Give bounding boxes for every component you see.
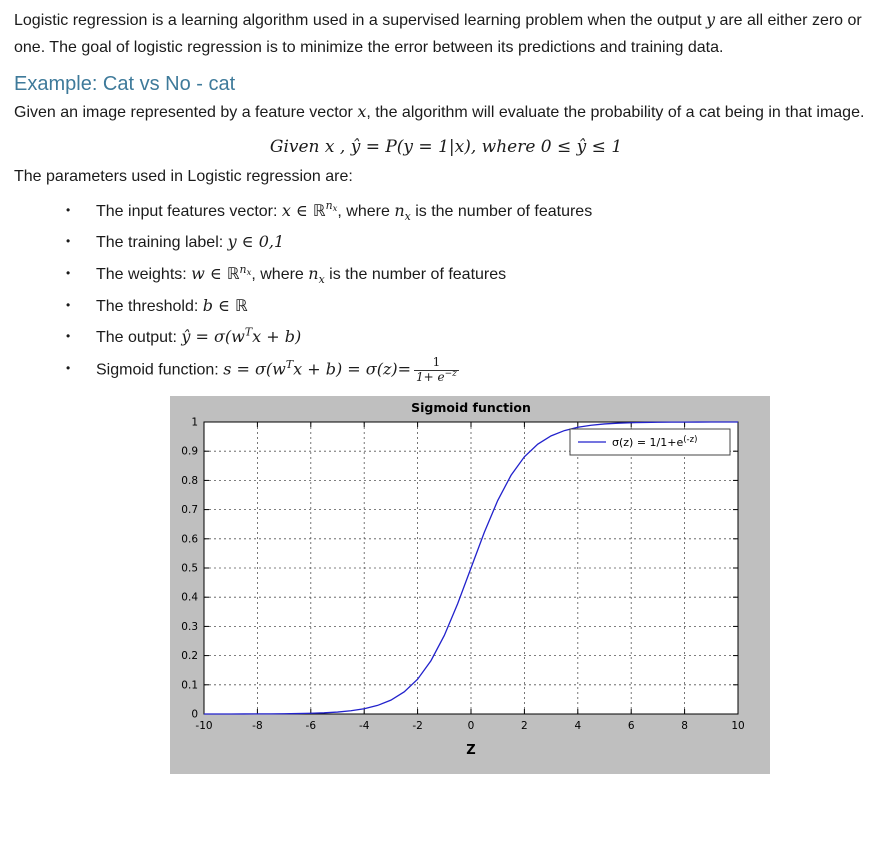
math-run: ŷ = σ(w	[181, 327, 245, 347]
superscript-nx	[240, 263, 252, 276]
section-heading: Example: Cat vs No - cat	[14, 73, 236, 96]
given-paragraph	[14, 98, 878, 126]
den-exponent: −z	[444, 368, 457, 379]
fraction-numerator: 1	[414, 356, 459, 371]
given-text-post: , the algorithm will evaluate the probability of a cat being in that image.	[366, 104, 865, 122]
svg-text:2: 2	[521, 720, 528, 733]
svg-text:0.6: 0.6	[181, 533, 198, 546]
math-run: y ∈ 0,1	[227, 232, 285, 252]
math-run: n	[308, 263, 319, 283]
svg-text:-6: -6	[305, 720, 317, 733]
bullet-label: The output:	[96, 329, 182, 347]
bullet-post-text: is the number of features	[410, 202, 593, 220]
legend-label: $\sigma(z) = 1/1+e^{(-z)}$	[612, 435, 698, 450]
svg-text:0.1: 0.1	[181, 679, 198, 692]
bullet-mid-text: , where	[251, 265, 309, 283]
bullet-mid-text: , where	[337, 202, 395, 220]
bullet-label: The training label:	[96, 234, 228, 252]
bullet-label: The threshold:	[96, 297, 203, 315]
given-text-pre: Given an image represented by a feature vector	[14, 104, 358, 122]
svg-text:0: 0	[191, 708, 198, 721]
svg-text:-10: -10	[195, 720, 213, 733]
svg-text:-2: -2	[412, 720, 423, 733]
den-text: 1+ e	[416, 369, 445, 384]
subscript-x: x	[404, 209, 411, 223]
svg-text:0: 0	[467, 720, 475, 733]
svg-text:0.8: 0.8	[181, 475, 198, 488]
svg-text:0.7: 0.7	[181, 504, 198, 517]
intro-paragraph	[14, 6, 878, 61]
svg-text:0.9: 0.9	[181, 446, 198, 459]
math-run: x ∈ ℝ	[281, 200, 326, 220]
bullet-input-features	[66, 198, 878, 225]
bullet-sigmoid-function	[66, 356, 878, 385]
probability-equation	[14, 137, 878, 157]
intro-var-y: y	[705, 10, 715, 29]
subscript-x: x	[318, 273, 325, 287]
bullet-post-text: is the number of features	[324, 265, 507, 283]
svg-text:0.5: 0.5	[181, 562, 198, 575]
svg-text:8: 8	[681, 720, 688, 733]
superscript-T: T	[285, 357, 294, 371]
given-var-x: x	[357, 102, 367, 122]
superscript-T: T	[244, 325, 253, 339]
fraction-denominator	[414, 368, 459, 385]
bullet-marker: •	[66, 361, 71, 376]
bullet-threshold	[66, 293, 878, 320]
svg-text:0.4: 0.4	[181, 592, 198, 605]
parameters-intro: The parameters used in Logistic regression are:	[14, 167, 353, 185]
bullet-training-label	[66, 229, 878, 256]
fraction	[414, 356, 459, 385]
math-run: x + b)	[252, 327, 302, 347]
bullet-marker: •	[66, 202, 71, 217]
x-axis-label: Z	[466, 743, 476, 759]
svg-text:10: 10	[731, 720, 745, 733]
bullet-output	[66, 324, 878, 351]
svg-text:-4: -4	[358, 720, 370, 733]
intro-text-pre: Logistic regression is a learning algorithm used in a supervised learning problem when the output	[14, 12, 706, 29]
superscript-nx	[326, 199, 338, 212]
svg-text:-8: -8	[252, 720, 263, 733]
legend	[570, 429, 730, 455]
svg-text:0.2: 0.2	[181, 650, 198, 663]
sup-x: x	[246, 266, 252, 277]
math-run: b ∈ ℝ	[202, 295, 248, 315]
svg-text:6: 6	[627, 720, 635, 733]
bullet-weights	[66, 261, 878, 288]
math-run: s = σ(w	[223, 359, 286, 379]
equation-text: Given x , ŷ = P(y = 1|x), where 0 ≤ ŷ ≤ 1	[269, 136, 623, 157]
bullet-marker: •	[66, 297, 71, 312]
math-run: n	[394, 200, 405, 220]
bullet-label: The weights:	[96, 265, 192, 283]
parameter-list	[14, 198, 878, 385]
bullet-label: Sigmoid function:	[96, 361, 224, 379]
svg-text:0.3: 0.3	[181, 621, 198, 634]
sigmoid-plot	[170, 396, 770, 774]
bullet-marker: •	[66, 234, 71, 249]
bullet-marker: •	[66, 329, 71, 344]
svg-text:1: 1	[191, 416, 198, 429]
sup-n: n	[239, 262, 247, 276]
intro-text-post: are all either zero or one. The goal of logistic regression is to minimize the error between its predictions and training data.	[14, 12, 862, 57]
bullet-label: The input features vector:	[96, 202, 282, 220]
svg-text:4: 4	[574, 720, 582, 733]
math-run: w ∈ ℝ	[191, 263, 240, 283]
math-run: x + b) = σ(z)=	[293, 359, 412, 379]
sup-n: n	[325, 199, 333, 213]
bullet-marker: •	[66, 265, 71, 280]
chart-title: Sigmoid function	[411, 400, 531, 416]
sigmoid-chart	[170, 396, 770, 774]
sup-x: x	[332, 203, 338, 214]
